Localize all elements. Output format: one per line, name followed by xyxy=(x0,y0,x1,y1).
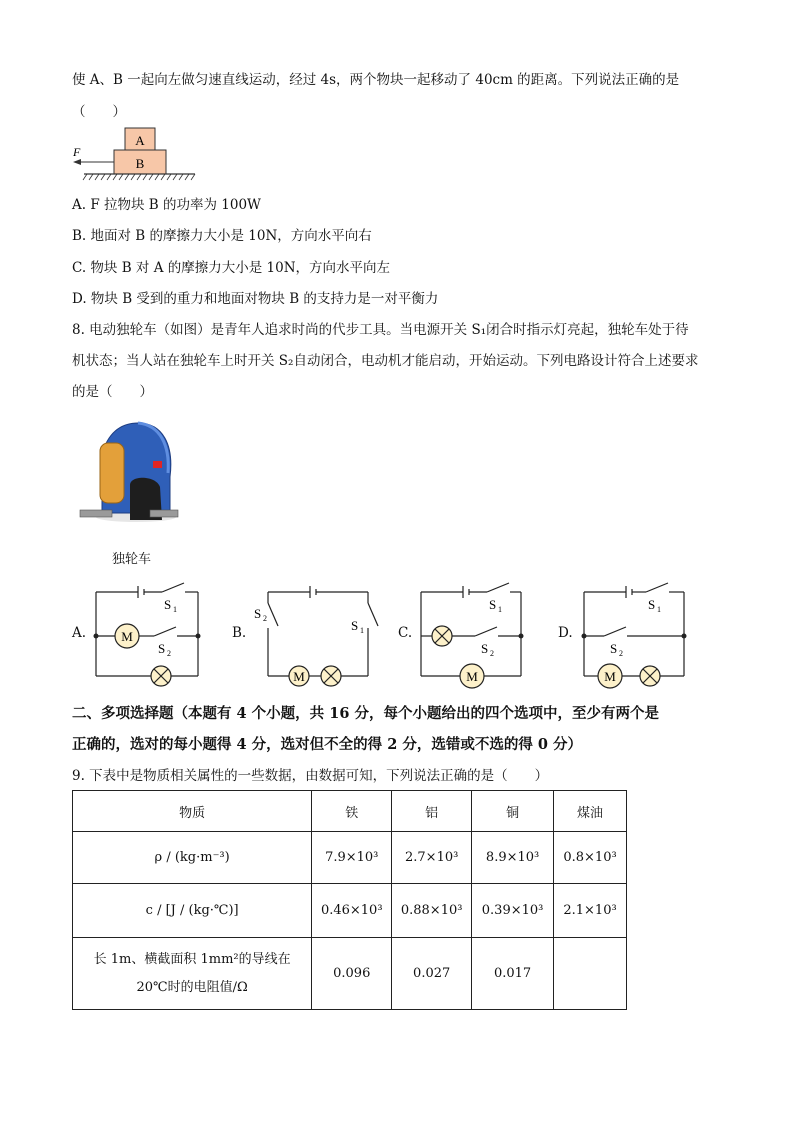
blocks-figure xyxy=(70,125,200,185)
table-row xyxy=(73,884,627,938)
q7-option-c[interactable]: C. 物块 B 对 A 的摩擦力大小是 10N，方向水平向左 xyxy=(72,260,391,276)
q7-stem-line1: 使 A、B 一起向左做匀速直线运动，经过 4s，两个物块一起移动了 40cm 的距离。下列说法正确的是 xyxy=(72,72,680,88)
svg-text:M: M xyxy=(466,669,478,684)
cell: 0.88×10³ xyxy=(392,884,472,938)
cell: 7.9×10³ xyxy=(312,832,392,884)
header-substance: 物质 xyxy=(73,791,312,832)
table-header-row xyxy=(73,791,627,832)
q8-stem-line1: 8. 电动独轮车（如图）是青年人追求时尚的代步工具。当电源开关 S₁闭合时指示灯亮起，独轮车处于待 xyxy=(72,322,689,338)
q8-stem-line2: 机状态；当人站在独轮车上时开关 S₂自动闭合，电动机才能启动，开始运动。下列电路设计符合上述要求 xyxy=(72,353,699,369)
q8-option-a[interactable]: A. xyxy=(72,625,87,641)
table-row xyxy=(73,938,627,1010)
svg-text:2: 2 xyxy=(619,649,623,658)
force-label: F xyxy=(73,145,81,159)
s2-label: S xyxy=(254,606,262,621)
row-label-density: ρ / (kg·m⁻³) xyxy=(73,832,312,884)
svg-text:1: 1 xyxy=(498,605,502,614)
circuit-a[interactable] xyxy=(88,578,208,690)
q9-stem: 9. 下表中是物质相关属性的一些数据，由数据可知，下列说法正确的是（ ） xyxy=(72,768,549,784)
header-aluminum: 铝 xyxy=(392,791,472,832)
svg-text:1: 1 xyxy=(360,626,364,635)
table-row xyxy=(73,832,627,884)
unicycle-caption: 独轮车 xyxy=(112,552,152,567)
section2-heading-line2: 正确的，选对的每小题得 4 分，选对但不全的得 2 分，选错或不选的得 0 分） xyxy=(72,736,583,753)
circuit-d[interactable] xyxy=(576,578,696,690)
q7-stem-line2: （ ） xyxy=(72,104,126,120)
motor-label: M xyxy=(121,629,133,644)
circuit-b[interactable] xyxy=(250,578,380,690)
cell: 0.017 xyxy=(472,938,554,1010)
header-kerosene: 煤油 xyxy=(554,791,627,832)
cell: 8.9×10³ xyxy=(472,832,554,884)
header-copper: 铜 xyxy=(472,791,554,832)
svg-text:1: 1 xyxy=(657,605,661,614)
q7-option-d[interactable]: D. 物块 B 受到的重力和地面对物块 B 的支持力是一对平衡力 xyxy=(72,291,439,307)
ground-hatch xyxy=(83,174,195,180)
svg-text:M: M xyxy=(604,669,616,684)
block-a-label: A xyxy=(135,133,145,148)
s1-label: S xyxy=(351,618,359,633)
cell xyxy=(554,938,627,1010)
q8-option-d[interactable]: D. xyxy=(558,625,573,641)
s1-label: S xyxy=(489,597,497,612)
svg-text:2: 2 xyxy=(263,614,267,623)
cell: 2.1×10³ xyxy=(554,884,627,938)
svg-text:2: 2 xyxy=(490,649,494,658)
cell: 0.8×10³ xyxy=(554,832,627,884)
row-label-resistance: 长 1m、横截面积 1mm²的导线在 20℃时的电阻值/Ω xyxy=(73,938,312,1010)
cell: 0.39×10³ xyxy=(472,884,554,938)
s2-label: S xyxy=(481,641,489,656)
row-label-specific-heat: c / [J / (kg·℃)] xyxy=(73,884,312,938)
cell: 0.46×10³ xyxy=(312,884,392,938)
cell: 2.7×10³ xyxy=(392,832,472,884)
s2-label: S xyxy=(610,641,618,656)
cell: 0.027 xyxy=(392,938,472,1010)
q8-stem-line3: 的是（ ） xyxy=(72,384,153,400)
q8-option-c[interactable]: C. xyxy=(398,625,413,641)
svg-text:M: M xyxy=(293,669,305,684)
s2-label: S xyxy=(158,641,166,656)
s1-label: S xyxy=(164,597,172,612)
q7-option-b[interactable]: B. 地面对 B 的摩擦力大小是 10N，方向水平向右 xyxy=(72,228,372,244)
unicycle-image xyxy=(78,415,183,533)
q8-option-b[interactable]: B. xyxy=(232,625,247,641)
svg-text:2: 2 xyxy=(167,649,171,658)
section2-heading-line1: 二、多项选择题（本题有 4 个小题，共 16 分，每个小题给出的四个选项中，至少有两个是 xyxy=(72,705,659,722)
block-b-label: B xyxy=(135,156,145,171)
svg-text:1: 1 xyxy=(173,605,177,614)
q7-option-a[interactable]: A. F 拉物块 B 的功率为 100W xyxy=(72,197,261,213)
cell: 0.096 xyxy=(312,938,392,1010)
circuit-c[interactable] xyxy=(413,578,533,690)
s1-label: S xyxy=(648,597,656,612)
properties-table xyxy=(72,790,627,1010)
header-iron: 铁 xyxy=(312,791,392,832)
